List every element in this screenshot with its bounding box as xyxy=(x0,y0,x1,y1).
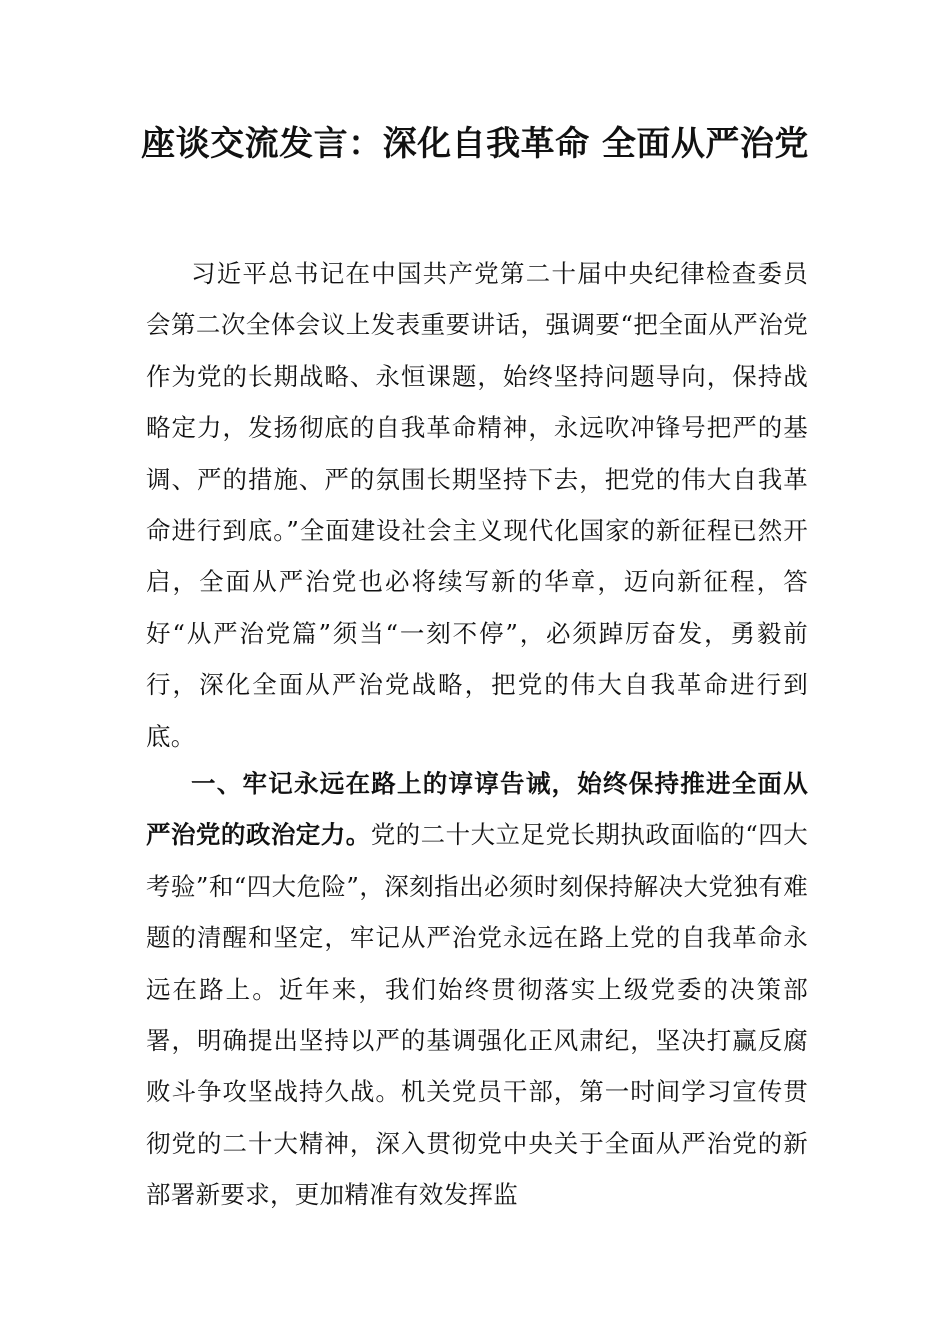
section-one-paragraph xyxy=(146,758,808,1221)
section-one-text: 党的二十大立足党长期执政面临的“四大考验”和“四大危险”，深刻指出必须时刻保持解决大党独有难题的清醒和坚定，牢记从严治党永远在路上党的自我革命永远在路上。近年来，我们始终贯彻落实上级党委的决策部署，明确提出坚持以严的基调强化正风肃纪，坚决打赢反腐败斗争攻坚战持久战。机关党员干部，第一时间学习宣传贯彻党的二十大精神，深入贯彻党中央关于全面从严治党的新部署新要求，更加精准有效发挥监 xyxy=(146,820,808,1210)
section-one-heading: 一、牢记永远在路上的谆谆告诫，始终保持推进全面从严治党的政治定力。 xyxy=(146,769,808,850)
intro-paragraph xyxy=(146,248,808,762)
document-title: 座谈交流发言：深化自我革命 全面从严治党 xyxy=(141,124,809,164)
intro-paragraph-text: 习近平总书记在中国共产党第二十届中央纪律检查委员会第二次全体会议上发表重要讲话，强调要“把全面从严治党作为党的长期战略、永恒课题，始终坚持问题导向，保持战略定力，发扬彻底的自我革命精神，永远吹冲锋号把严的基调、严的措施、严的氛围长期坚持下去，把党的伟大自我革命进行到底。”全面建设社会主义现代化国家的新征程已然开启，全面从严治党也必将续写新的华章，迈向新征程，答好“从严治党篇”须当“一刻不停”，必须踔厉奋发，勇毅前行，深化全面从严治党战略，把党的伟大自我革命进行到底。 xyxy=(146,259,808,751)
